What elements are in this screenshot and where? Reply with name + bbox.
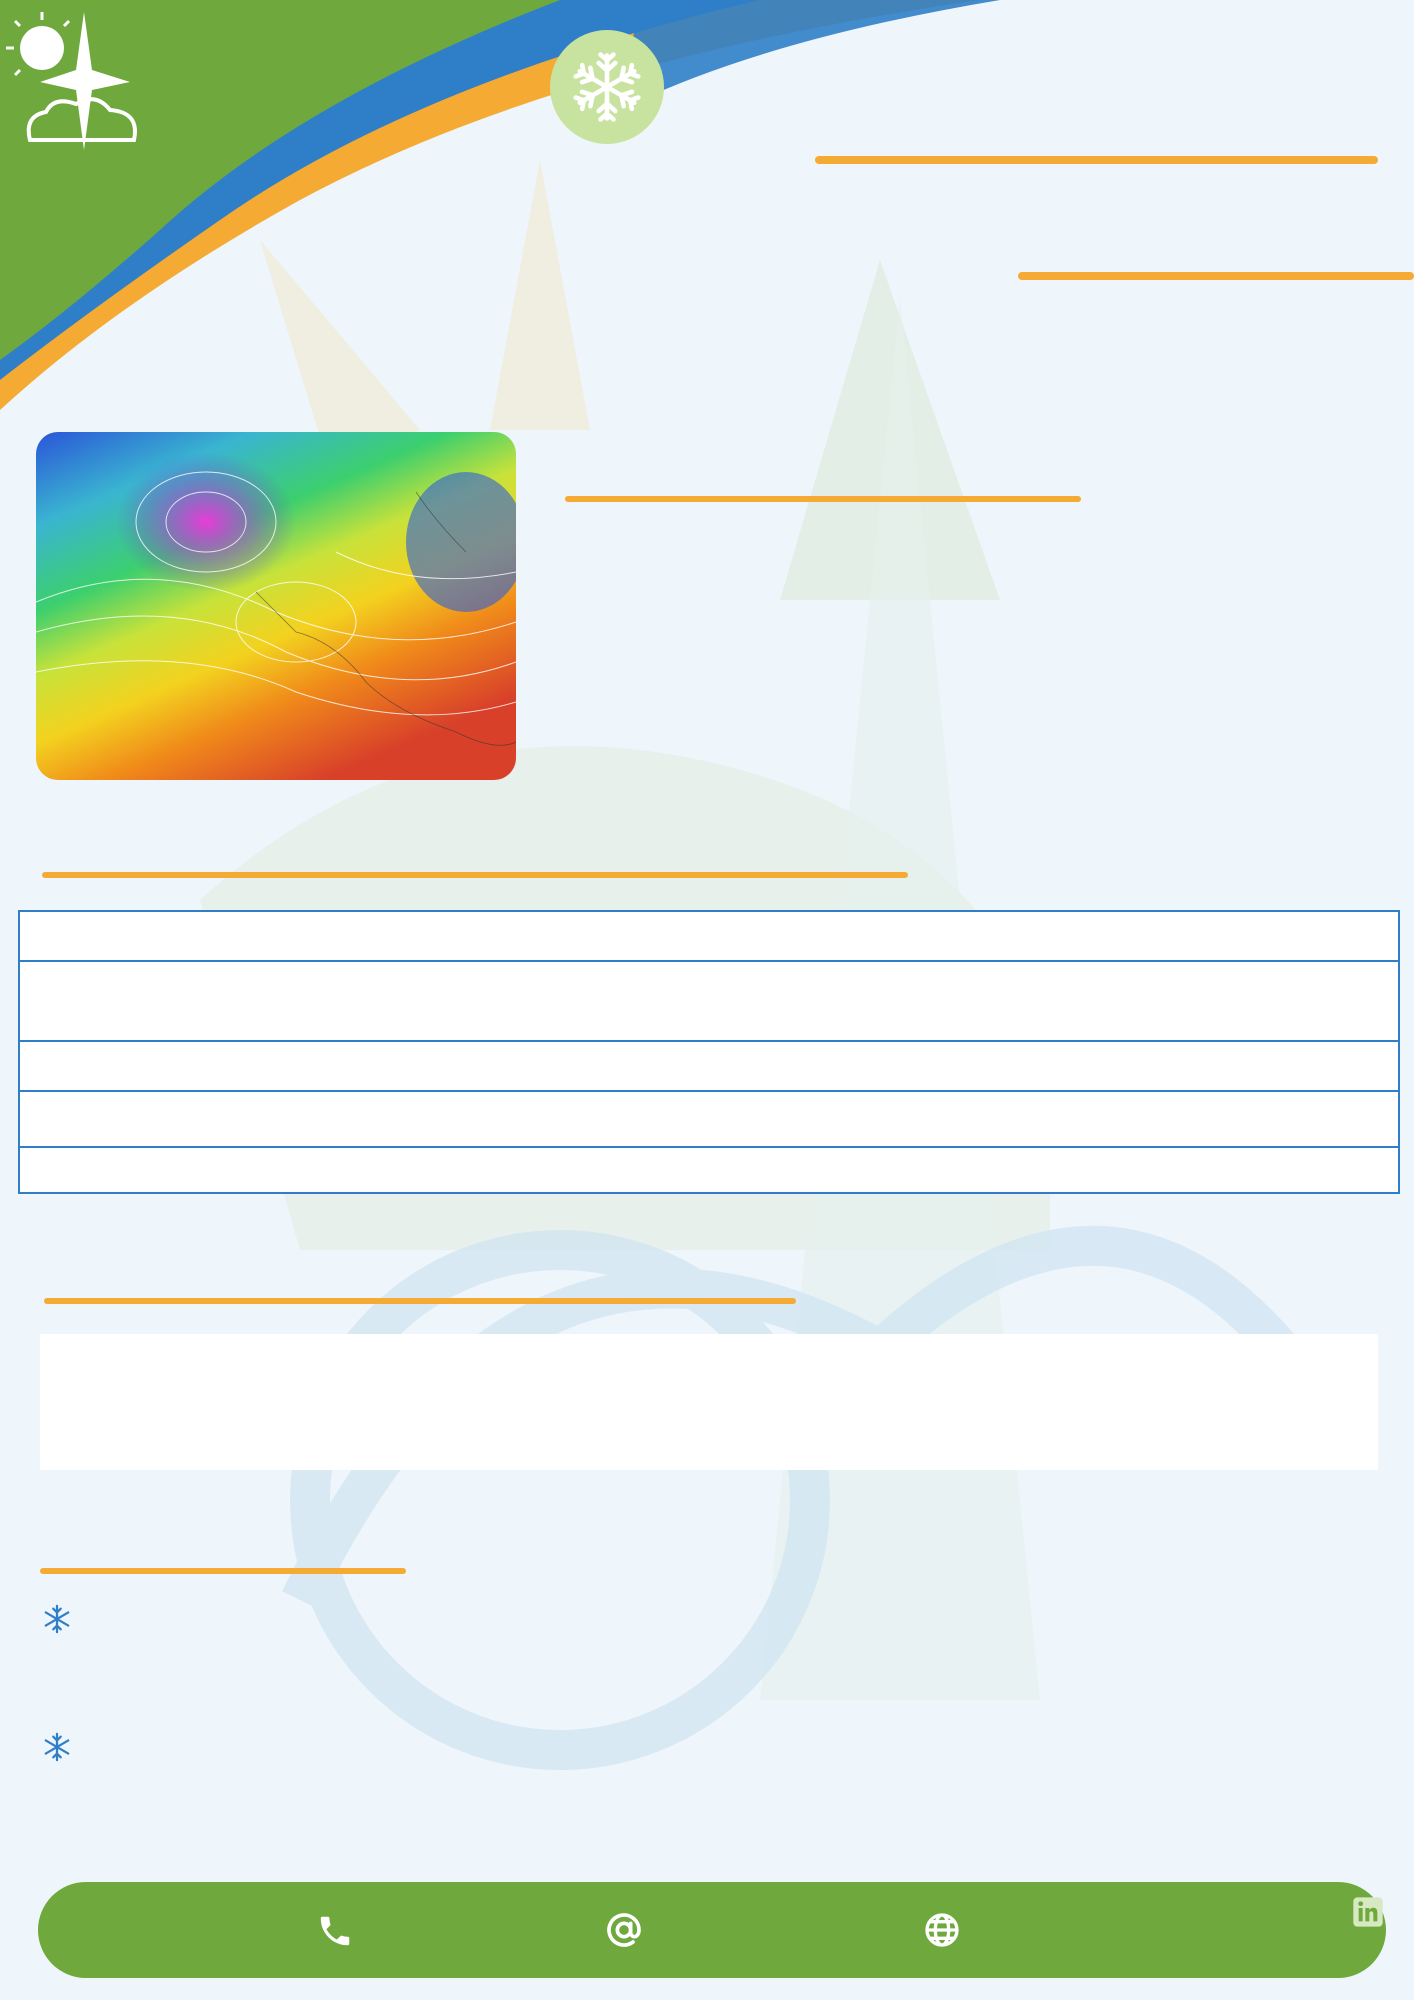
culture-header [41,1335,1377,1385]
snowflake-badge [550,30,664,144]
contact-footer [38,1882,1386,1978]
row-label-wind [19,1091,1399,1147]
linkedin-icon[interactable] [1352,1896,1384,1928]
row-label-hour [19,911,1399,961]
snowflake-icon [570,50,644,124]
phone-icon [316,1912,354,1950]
snowflake-bullet-icon [42,1604,72,1638]
stade-header [41,1385,1377,1469]
conseils-underline [40,1568,406,1574]
row-label-cover [19,961,1399,1041]
row-label-temp [19,1041,1399,1091]
subtitle-underline [1018,272,1414,280]
situation-underline [565,496,1081,502]
forecast-underline [42,872,908,878]
synoptic-map-image [36,432,516,780]
stades-underline [44,1298,796,1304]
at-icon [604,1910,644,1950]
row-label-speed [19,1147,1399,1193]
forecast-table [18,910,1400,1194]
snowflake-bullet-icon [42,1732,72,1766]
title-underline [815,156,1378,164]
globe-icon [922,1910,962,1950]
stades-table [40,1334,1378,1470]
